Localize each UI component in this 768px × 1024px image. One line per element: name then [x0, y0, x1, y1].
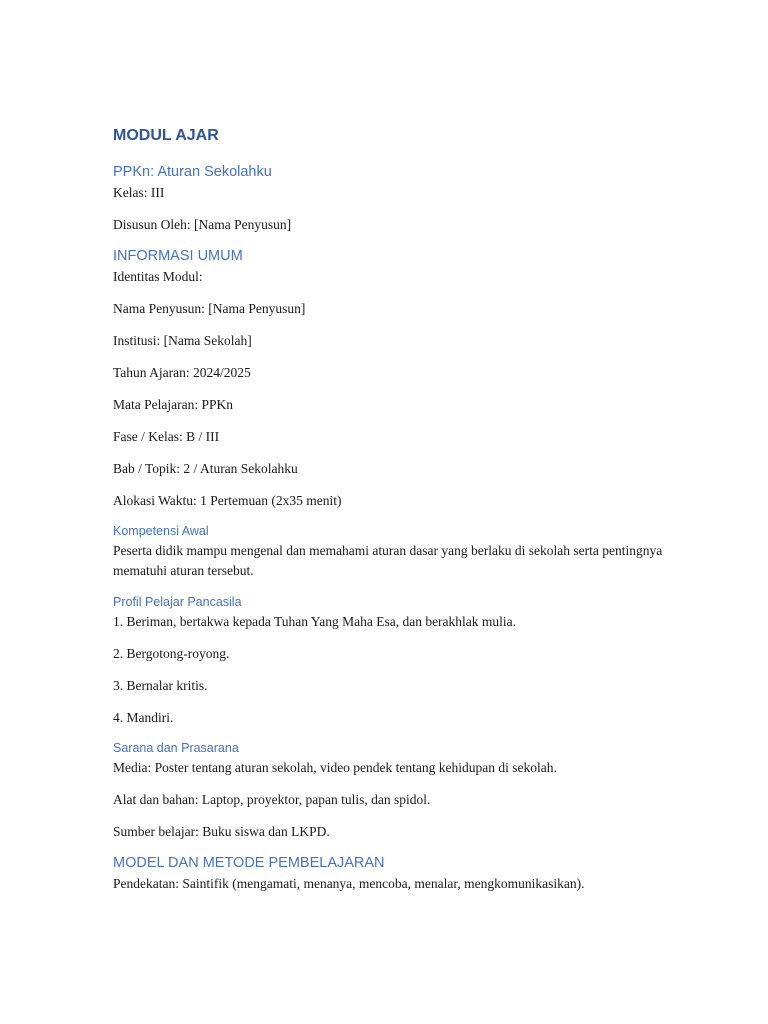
document-page: [113, 120, 673, 906]
kompetensi-awal-heading: Kompetensi Awal: [113, 524, 209, 538]
profil-item: 4. Mandiri.: [113, 710, 174, 725]
info-line: Alokasi Waktu: 1 Pertemuan (2x35 menit): [113, 493, 342, 508]
sarana-prasarana-heading: Sarana dan Prasarana: [113, 741, 239, 755]
subtitle-heading: PPKn: Aturan Sekolahku: [113, 164, 272, 180]
sarana-item: Alat dan bahan: Laptop, proyektor, papan tulis, dan spidol.: [113, 792, 431, 807]
disusun-line: Disusun Oleh: [Nama Penyusun]: [113, 217, 292, 232]
info-line: Tahun Ajaran: 2024/2025: [113, 365, 251, 380]
informasi-umum-heading: INFORMASI UMUM: [113, 248, 243, 264]
info-line: Institusi: [Nama Sekolah]: [113, 333, 252, 348]
sarana-item: Media: Poster tentang aturan sekolah, video pendek tentang kehidupan di sekolah.: [113, 760, 557, 775]
kelas-line: Kelas: III: [113, 185, 165, 200]
profil-pelajar-heading: Profil Pelajar Pancasila: [113, 595, 242, 609]
document-title: MODUL AJAR: [113, 127, 219, 144]
info-line: Mata Pelajaran: PPKn: [113, 397, 233, 412]
profil-item: 3. Bernalar kritis.: [113, 678, 208, 693]
info-line: Fase / Kelas: B / III: [113, 429, 220, 444]
info-line: Nama Penyusun: [Nama Penyusun]: [113, 301, 306, 316]
profil-item: 1. Beriman, bertakwa kepada Tuhan Yang Maha Esa, dan berakhlak mulia.: [113, 614, 517, 629]
info-line: Identitas Modul:: [113, 269, 203, 284]
kompetensi-awal-text: Peserta didik mampu mengenal dan memahami aturan dasar yang berlaku di sekolah serta pentingnya mematuhi aturan tersebut.: [113, 543, 663, 578]
profil-item: 2. Bergotong-royong.: [113, 646, 230, 661]
pendekatan-line: Pendekatan: Saintifik (mengamati, menanya, mencoba, menalar, mengkomunikasikan).: [113, 876, 585, 891]
model-metode-heading: MODEL DAN METODE PEMBELAJARAN: [113, 855, 385, 871]
sarana-item: Sumber belajar: Buku siswa dan LKPD.: [113, 824, 330, 839]
info-line: Bab / Topik: 2 / Aturan Sekolahku: [113, 461, 298, 476]
